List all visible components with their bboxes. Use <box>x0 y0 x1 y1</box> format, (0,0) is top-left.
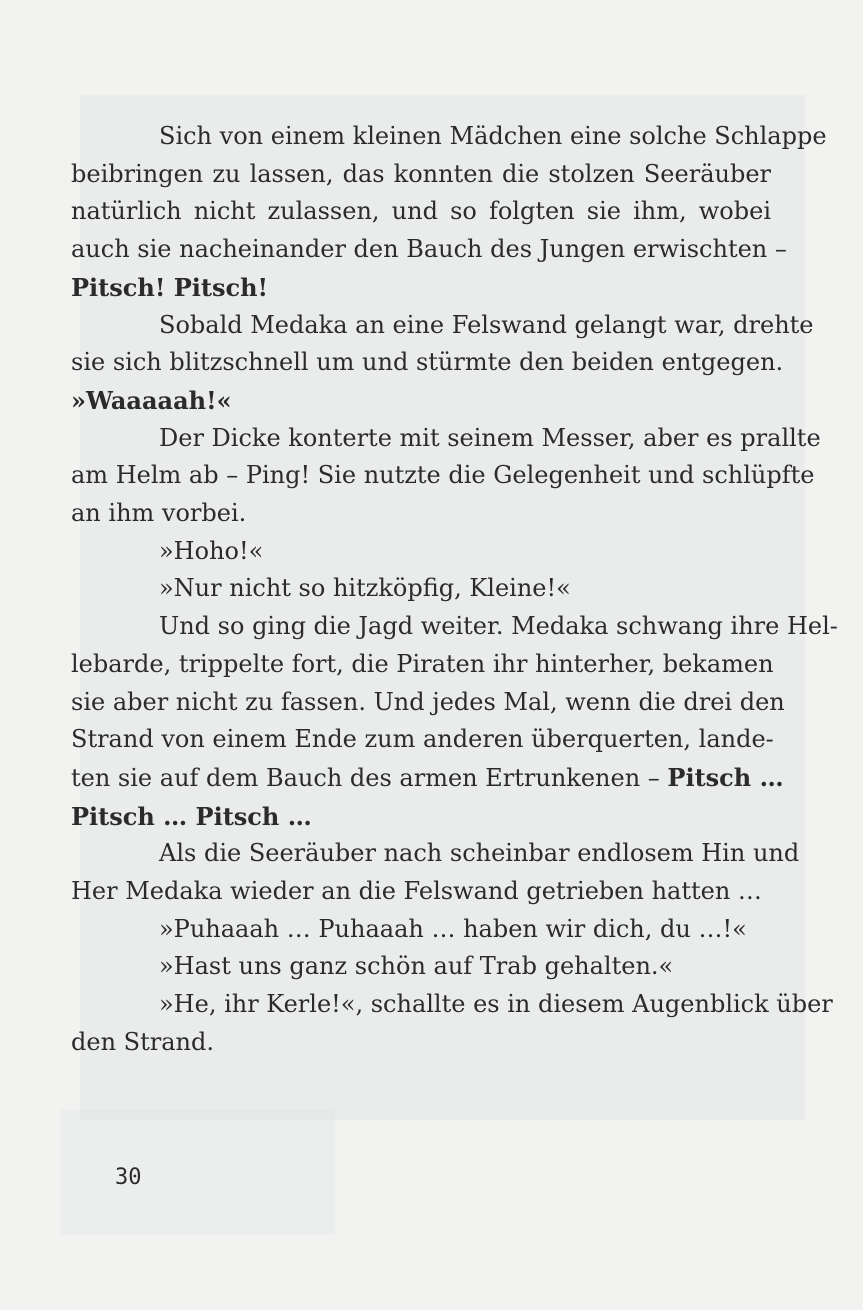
text-line: Sich von einem kleinen Mädchen eine solche Schlappe <box>159 122 827 150</box>
page-number: 30 <box>115 1165 142 1190</box>
dialogue-line: »Hast uns ganz schön auf Trab gehalten.« <box>159 952 674 981</box>
paragraph-9 <box>115 948 771 986</box>
paragraph-6 <box>71 608 838 835</box>
onomatopoeia-text: Pitsch! Pitsch! <box>71 272 269 302</box>
dialogue-line: »Hoho!« <box>159 536 264 565</box>
text-line: sie sich blitzschnell um und stürmte den beiden entgegen. <box>71 348 784 377</box>
text-line: Und so ging die Jagd weiter. Medaka schwang ihre Hel- <box>159 612 838 641</box>
paragraph-10 <box>71 986 833 1061</box>
text-segment: ten sie auf dem Bauch des armen Ertrunkenen – <box>71 763 660 792</box>
text-line: natürlich nicht zulassen, und so folgten sie ihm, wobei <box>71 197 771 226</box>
dialogue-line: »Puhaaah … Puhaaah … haben wir dich, du …!« <box>159 914 747 943</box>
paragraph-2 <box>71 307 814 420</box>
text-line: am Helm ab – Ping! Sie nutzte die Gelegenheit und schlüpfte <box>71 461 815 490</box>
onomatopoeia-inline: Pitsch … <box>667 762 784 792</box>
text-line: Strand von einem Ende zum anderen überquerten, lande- <box>71 725 774 754</box>
paragraph-1 <box>71 118 827 307</box>
paragraph-3 <box>71 420 821 533</box>
dialogue-line: »He, ihr Kerle!«, schallte es in diesem Augenblick über <box>159 990 833 1019</box>
text-line: auch sie nacheinander den Bauch des Jungen erwischten – <box>71 235 787 264</box>
text-line: Sobald Medaka an eine Felswand gelangt war, drehte <box>159 310 814 339</box>
text-line: Als die Seeräuber nach scheinbar endlosem Hin und <box>159 839 800 868</box>
paragraph-8 <box>115 911 771 949</box>
exclamation-text: »Waaaaah!« <box>71 385 232 415</box>
page-text <box>71 118 838 1062</box>
text-line: beibringen zu lassen, das konnten die stolzen Seeräuber <box>71 159 771 188</box>
text-line: den Strand. <box>71 1027 214 1056</box>
text-line-mixed <box>71 759 784 798</box>
onomatopoeia-text: Pitsch … Pitsch … <box>71 801 312 831</box>
bleed-through-shading-lower <box>60 1110 335 1235</box>
text-line: an ihm vorbei. <box>71 499 247 528</box>
text-line: sie aber nicht zu fassen. Und jedes Mal, wenn die drei den <box>71 687 785 716</box>
paragraph-4 <box>115 533 771 571</box>
dialogue-line: »Nur nicht so hitzköpfig, Kleine!« <box>159 574 571 603</box>
text-line: lebarde, trippelte fort, die Piraten ihr hinterher, bekamen <box>71 649 774 678</box>
paragraph-7 <box>71 835 800 910</box>
text-line: Der Dicke konterte mit seinem Messer, aber es prallte <box>159 423 821 452</box>
text-line: Her Medaka wieder an die Felswand getrieben hatten … <box>71 877 762 906</box>
paragraph-5 <box>115 570 771 608</box>
